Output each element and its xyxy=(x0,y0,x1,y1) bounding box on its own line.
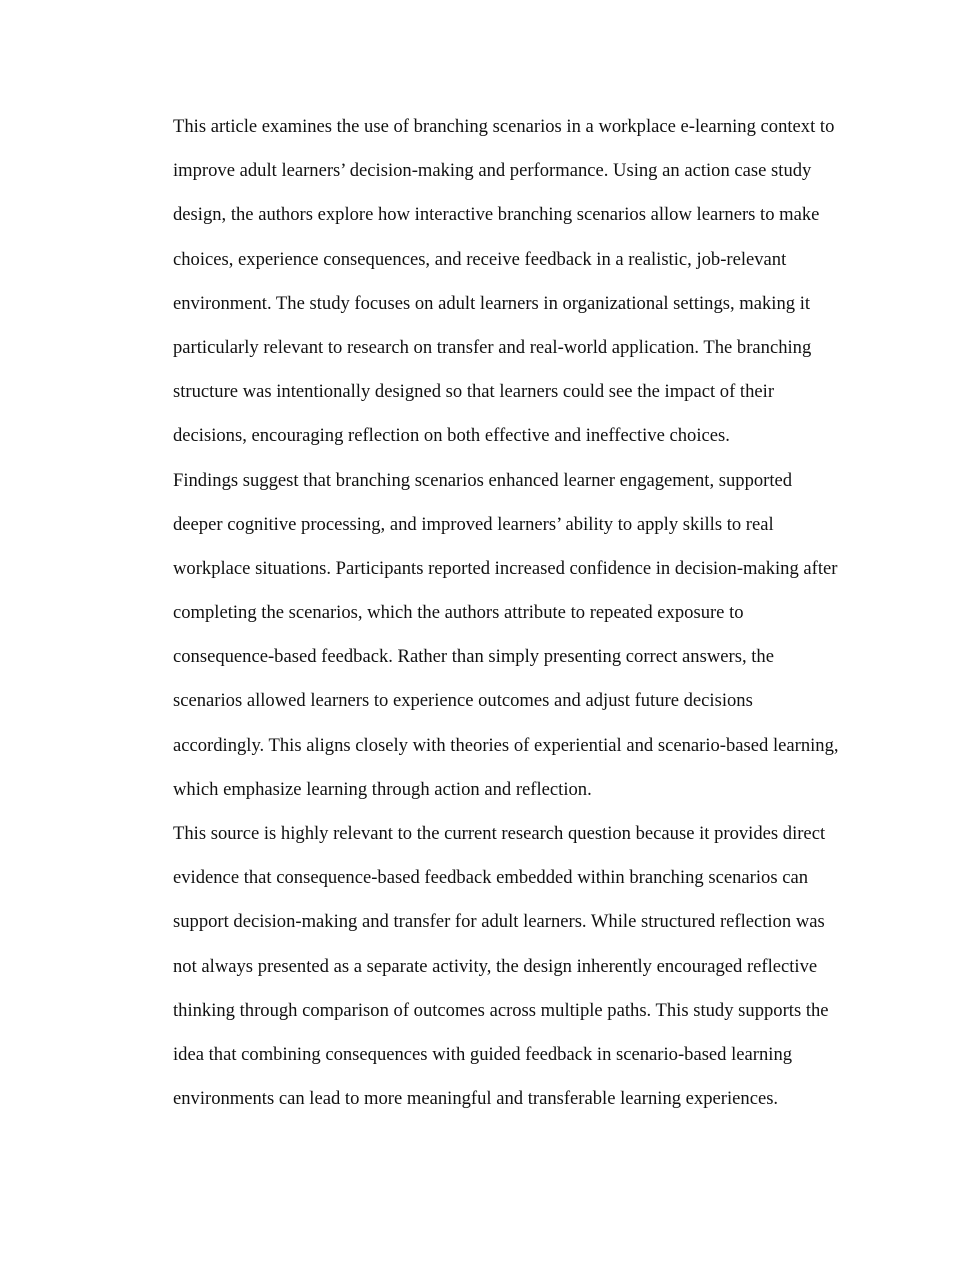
text-line: support decision-making and transfer for adult learners. While structured reflection was xyxy=(173,911,825,933)
text-line: workplace situations. Participants reported increased confidence in decision-making after xyxy=(173,557,838,579)
text-line: This article examines the use of branching scenarios in a workplace e-learning context to xyxy=(173,116,835,137)
text-line: thinking through comparison of outcomes across multiple paths. This study supports the xyxy=(173,999,829,1021)
text-line: which emphasize learning through action and reflection. xyxy=(173,778,592,800)
text-line: Findings suggest that branching scenarios enhanced learner engagement, supported xyxy=(173,469,793,491)
text-line: accordingly. This aligns closely with theories of experiential and scenario-based learning, xyxy=(173,734,839,756)
text-line: structure was intentionally designed so that learners could see the impact of their xyxy=(173,381,775,403)
text-line: scenarios allowed learners to experience outcomes and adjust future decisions xyxy=(173,690,753,712)
text-line: particularly relevant to research on transfer and real-world application. The branching xyxy=(173,336,812,358)
text-line: evidence that consequence-based feedback embedded within branching scenarios can xyxy=(173,867,809,889)
text-line: design, the authors explore how interactive branching scenarios allow learners to make xyxy=(173,204,820,226)
text-line: deeper cognitive processing, and improved learners’ ability to apply skills to real xyxy=(173,513,774,535)
text-line: decisions, encouraging reflection on both effective and ineffective choices. xyxy=(173,425,730,447)
text-line: choices, experience consequences, and receive feedback in a realistic, job-relevant xyxy=(173,248,787,270)
text-line: environments can lead to more meaningful and transferable learning experiences. xyxy=(173,1088,779,1110)
text-line: environment. The study focuses on adult learners in organizational settings, making it xyxy=(173,292,811,314)
text-line: not always presented as a separate activity, the design inherently encouraged reflective xyxy=(173,955,818,977)
text-line: This source is highly relevant to the current research question because it provides direct xyxy=(173,823,826,844)
document-body xyxy=(173,105,873,1121)
text-line: completing the scenarios, which the authors attribute to repeated exposure to xyxy=(173,602,744,624)
text-line: improve adult learners’ decision-making and performance. Using an action case study xyxy=(173,160,812,182)
text-line: consequence-based feedback. Rather than simply presenting correct answers, the xyxy=(173,646,774,668)
text-line: idea that combining consequences with guided feedback in scenario-based learning xyxy=(173,1043,793,1065)
